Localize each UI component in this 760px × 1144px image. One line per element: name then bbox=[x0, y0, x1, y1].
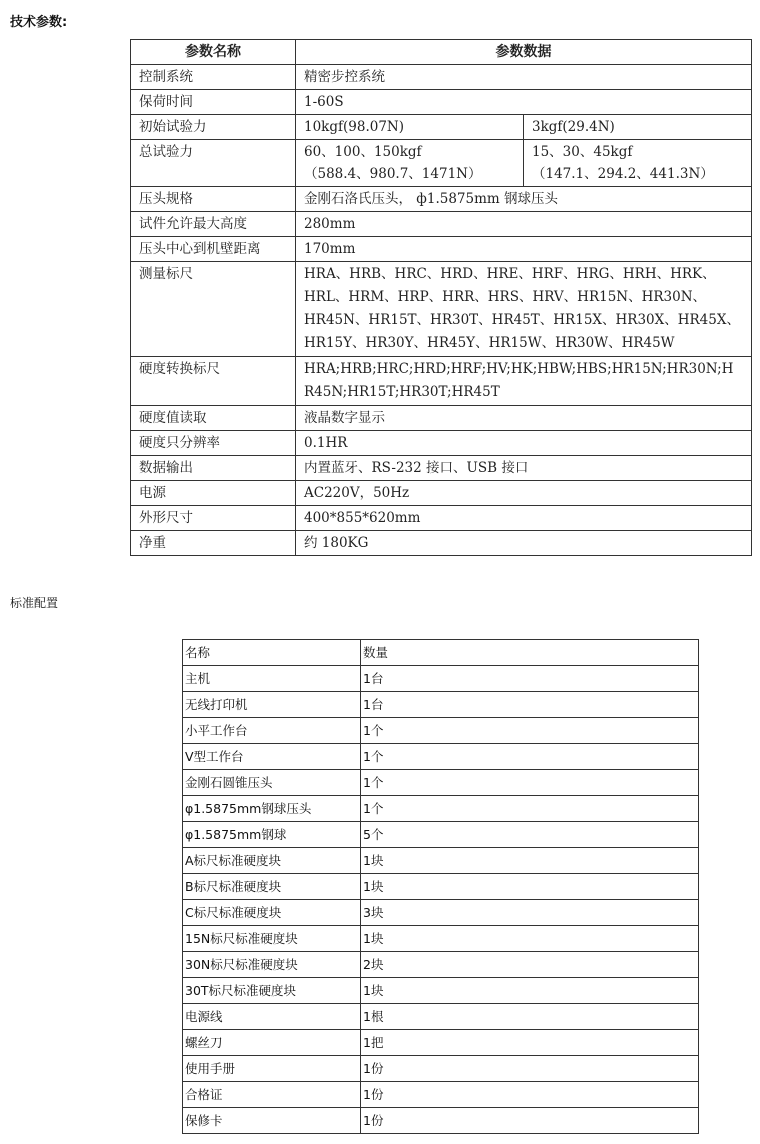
table-row bbox=[131, 212, 752, 237]
param-value: 280mm bbox=[296, 212, 752, 237]
param-value-a bbox=[296, 140, 524, 187]
standard-config-table bbox=[182, 639, 699, 1134]
table-row bbox=[131, 115, 752, 140]
table-row bbox=[131, 237, 752, 262]
table-row bbox=[183, 666, 699, 692]
param-name: 压头规格 bbox=[131, 187, 296, 212]
table-row bbox=[183, 1056, 699, 1082]
table-row bbox=[183, 770, 699, 796]
table-row bbox=[183, 1030, 699, 1056]
param-value: HRA、HRB、HRC、HRD、HRE、HRF、HRG、HRH、HRK、HRL、HRM、HRP、HRR、HRS、HRV、HR15N、HR30N、HR45N、HR15T、HR30T、HR45T、HR15X、HR30X、HR45X、HR15Y、HR30Y、HR45Y、HR15W、HR30W、HR45W bbox=[296, 262, 752, 357]
item-qty: 1块 bbox=[361, 874, 699, 900]
item-name: 15N标尺标准硬度块 bbox=[183, 926, 361, 952]
item-name: 保修卡 bbox=[183, 1108, 361, 1134]
item-name: 无线打印机 bbox=[183, 692, 361, 718]
standard-config-title: 标准配置 bbox=[10, 596, 59, 610]
param-name: 保荷时间 bbox=[131, 90, 296, 115]
param-value: 精密步控系统 bbox=[296, 65, 752, 90]
item-name: φ1.5875mm钢球压头 bbox=[183, 796, 361, 822]
item-name: 使用手册 bbox=[183, 1056, 361, 1082]
table-row bbox=[183, 1108, 699, 1134]
table-row bbox=[183, 744, 699, 770]
table-header-row bbox=[183, 640, 699, 666]
param-name: 试件允许最大高度 bbox=[131, 212, 296, 237]
item-qty: 1根 bbox=[361, 1004, 699, 1030]
table-row bbox=[131, 187, 752, 212]
table-row bbox=[131, 140, 752, 187]
table-row bbox=[183, 952, 699, 978]
item-name: 合格证 bbox=[183, 1082, 361, 1108]
table-row bbox=[183, 926, 699, 952]
item-qty: 1份 bbox=[361, 1108, 699, 1134]
item-name: B标尺标准硬度块 bbox=[183, 874, 361, 900]
item-qty: 1把 bbox=[361, 1030, 699, 1056]
table-row bbox=[131, 456, 752, 481]
param-name: 初始试验力 bbox=[131, 115, 296, 140]
param-name: 外形尺寸 bbox=[131, 506, 296, 531]
header-param-data: 参数数据 bbox=[296, 40, 752, 65]
value-line: （147.1、294.2、441.3N） bbox=[532, 166, 714, 182]
item-qty: 3块 bbox=[361, 900, 699, 926]
table-row bbox=[183, 796, 699, 822]
item-qty: 1台 bbox=[361, 692, 699, 718]
table-row bbox=[131, 481, 752, 506]
item-qty: 1台 bbox=[361, 666, 699, 692]
value-line: 60、100、150kgf bbox=[304, 144, 422, 160]
item-qty: 1个 bbox=[361, 744, 699, 770]
table-row bbox=[183, 822, 699, 848]
table-row bbox=[131, 262, 752, 357]
header-name: 名称 bbox=[183, 640, 361, 666]
param-name: 测量标尺 bbox=[131, 262, 296, 357]
table-row bbox=[131, 90, 752, 115]
param-value: HRA;HRB;HRC;HRD;HRF;HV;HK;HBW;HBS;HR15N;HR30N;HR45N;HR15T;HR30T;HR45T bbox=[296, 357, 752, 406]
param-value: 170mm bbox=[296, 237, 752, 262]
item-qty: 1个 bbox=[361, 796, 699, 822]
param-value: AC220V，50Hz bbox=[296, 481, 752, 506]
param-value-a: 10kgf(98.07N) bbox=[296, 115, 524, 140]
param-name: 硬度转换标尺 bbox=[131, 357, 296, 406]
table-header-row bbox=[131, 40, 752, 65]
value-line: （588.4、980.7、1471N） bbox=[304, 166, 482, 182]
item-name: C标尺标准硬度块 bbox=[183, 900, 361, 926]
param-value: 1-60S bbox=[296, 90, 752, 115]
header-qty: 数量 bbox=[361, 640, 699, 666]
param-name: 数据输出 bbox=[131, 456, 296, 481]
item-qty: 5个 bbox=[361, 822, 699, 848]
item-name: φ1.5875mm钢球 bbox=[183, 822, 361, 848]
item-name: 30N标尺标准硬度块 bbox=[183, 952, 361, 978]
item-qty: 1份 bbox=[361, 1056, 699, 1082]
tech-params-table bbox=[130, 39, 752, 556]
table-row bbox=[131, 431, 752, 456]
param-name: 总试验力 bbox=[131, 140, 296, 187]
param-name: 净重 bbox=[131, 531, 296, 556]
header-param-name: 参数名称 bbox=[131, 40, 296, 65]
table-row bbox=[183, 1082, 699, 1108]
table-row bbox=[131, 531, 752, 556]
param-value-b: 3kgf(29.4N) bbox=[524, 115, 752, 140]
item-name: A标尺标准硬度块 bbox=[183, 848, 361, 874]
table-row bbox=[131, 357, 752, 406]
item-qty: 1份 bbox=[361, 1082, 699, 1108]
item-qty: 1块 bbox=[361, 848, 699, 874]
param-value: 液晶数字显示 bbox=[296, 406, 752, 431]
item-name: 30T标尺标准硬度块 bbox=[183, 978, 361, 1004]
table-row bbox=[183, 874, 699, 900]
item-qty: 2块 bbox=[361, 952, 699, 978]
param-value: 400*855*620mm bbox=[296, 506, 752, 531]
item-name: V型工作台 bbox=[183, 744, 361, 770]
table-row bbox=[183, 900, 699, 926]
item-name: 主机 bbox=[183, 666, 361, 692]
table-row bbox=[183, 848, 699, 874]
item-name: 螺丝刀 bbox=[183, 1030, 361, 1056]
table-row bbox=[183, 718, 699, 744]
table-row bbox=[183, 1004, 699, 1030]
table-row bbox=[183, 978, 699, 1004]
item-qty: 1块 bbox=[361, 978, 699, 1004]
param-value: 0.1HR bbox=[296, 431, 752, 456]
item-qty: 1块 bbox=[361, 926, 699, 952]
param-value: 约 180KG bbox=[296, 531, 752, 556]
tech-params-title: 技术参数: bbox=[10, 15, 68, 30]
table-row bbox=[183, 692, 699, 718]
item-qty: 1个 bbox=[361, 770, 699, 796]
param-name: 硬度值读取 bbox=[131, 406, 296, 431]
param-value-b bbox=[524, 140, 752, 187]
item-name: 小平工作台 bbox=[183, 718, 361, 744]
table-row bbox=[131, 65, 752, 90]
table-row bbox=[131, 506, 752, 531]
param-name: 硬度只分辨率 bbox=[131, 431, 296, 456]
table-row bbox=[131, 406, 752, 431]
param-value: 金刚石洛氏压头， ф1.5875mm 钢球压头 bbox=[296, 187, 752, 212]
item-qty: 1个 bbox=[361, 718, 699, 744]
param-name: 压头中心到机壁距离 bbox=[131, 237, 296, 262]
item-name: 电源线 bbox=[183, 1004, 361, 1030]
item-name: 金刚石圆锥压头 bbox=[183, 770, 361, 796]
param-name: 电源 bbox=[131, 481, 296, 506]
param-name: 控制系统 bbox=[131, 65, 296, 90]
param-value: 内置蓝牙、RS-232 接口、USB 接口 bbox=[296, 456, 752, 481]
value-line: 15、30、45kgf bbox=[532, 144, 633, 160]
